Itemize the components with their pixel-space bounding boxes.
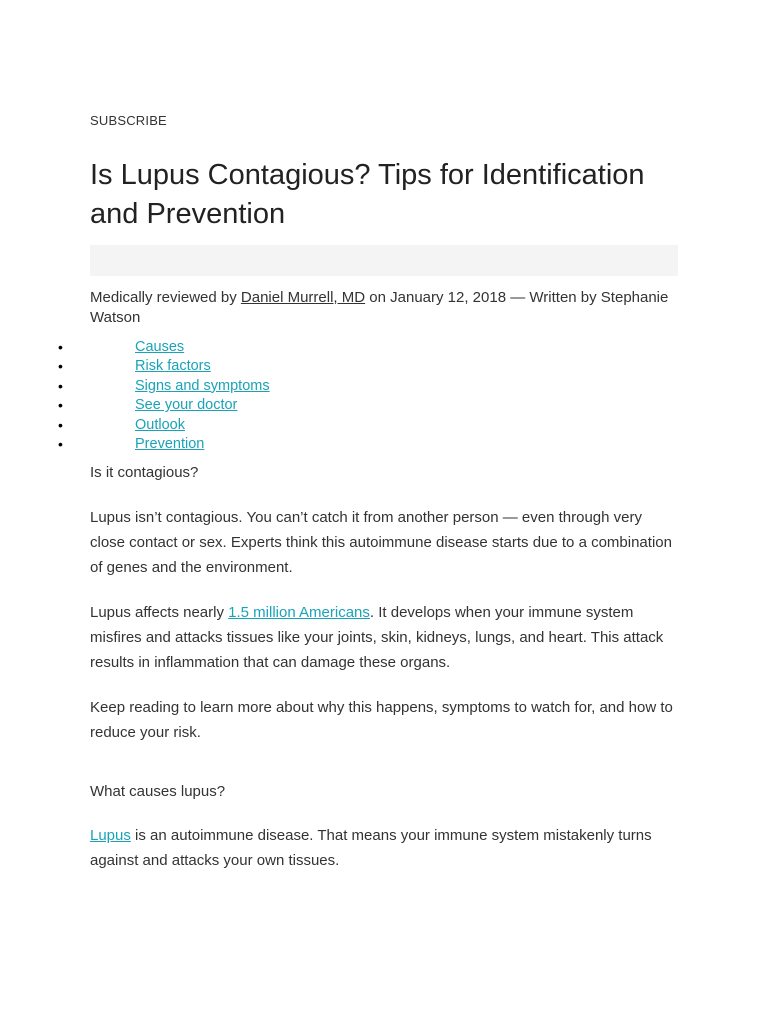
- table-of-contents: [58, 338, 768, 454]
- paragraph-2-start: Lupus affects nearly: [90, 604, 229, 621]
- byline: [90, 288, 680, 328]
- lupus-link[interactable]: Lupus: [90, 827, 131, 844]
- toc-link-prevention[interactable]: Prevention: [135, 435, 205, 452]
- reviewer-link[interactable]: Daniel Murrell, MD: [240, 289, 366, 306]
- paragraph-4: [90, 823, 680, 873]
- paragraph-4-rest: is an autoimmune disease. That means your immune system mistakenly turns against and attacks your own tissues.: [90, 827, 652, 869]
- bullet-icon: •: [58, 435, 63, 452]
- byline-prefix: Medically reviewed by: [90, 289, 237, 306]
- toc-link-see-your-doctor[interactable]: See your doctor: [135, 397, 238, 414]
- byline-date-author: on January 12, 2018 — Written by Stephanie Watson: [90, 289, 669, 326]
- toc-item: [58, 357, 768, 376]
- section-heading-contagious: Is it contagious?: [90, 464, 199, 481]
- toc-link-signs-and-symptoms[interactable]: Signs and symptoms: [135, 377, 270, 394]
- toc-link-risk-factors[interactable]: Risk factors: [135, 358, 211, 375]
- section-heading-causes: What causes lupus?: [90, 783, 226, 800]
- toc-link-causes[interactable]: Causes: [135, 339, 185, 355]
- toc-item: [58, 396, 768, 415]
- paragraph-2: [90, 600, 680, 675]
- americans-stat-link[interactable]: 1.5 million Americans: [228, 604, 370, 621]
- bullet-icon: •: [58, 377, 63, 394]
- paragraph-1: Lupus isn’t contagious. You can’t catch it from another person — even through very close contact or sex. Experts think this autoimmune disease starts due to a combination of genes and the environment.: [90, 509, 672, 576]
- article-title: Is Lupus Contagious? Tips for Identification and Prevention: [90, 159, 645, 230]
- bullet-icon: •: [58, 358, 63, 375]
- paragraph-2-rest: . It develops when your immune system misfires and attacks tissues like your joints, skin, kidneys, lungs, and heart. This attack results in inflammation that can damage these organs.: [90, 604, 664, 671]
- bullet-icon: •: [58, 339, 63, 355]
- paragraph-3: Keep reading to learn more about why this happens, symptoms to watch for, and how to reduce your risk.: [90, 699, 673, 741]
- toc-item: [58, 435, 768, 454]
- toc-item: [58, 377, 768, 396]
- toc-link-outlook[interactable]: Outlook: [135, 416, 185, 433]
- ad-placeholder-bar: [90, 245, 678, 276]
- bullet-icon: •: [58, 397, 63, 414]
- subscribe-link[interactable]: SUBSCRIBE: [90, 113, 167, 128]
- toc-item: [58, 338, 768, 357]
- toc-item: [58, 416, 768, 435]
- bullet-icon: •: [58, 416, 63, 433]
